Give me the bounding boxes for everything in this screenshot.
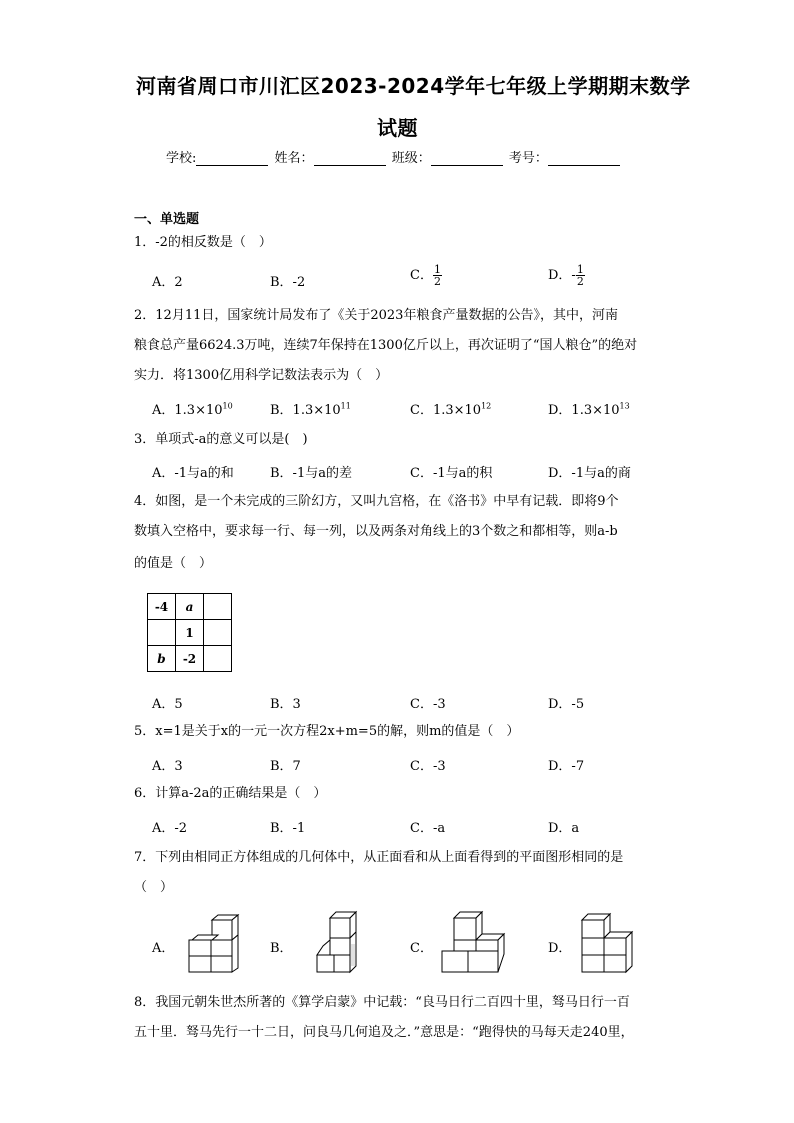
q8-line-2: 五十里．驽马先行一十二日，问良马几何追及之．”意思是：“跑得快的马每天走240里， [134,1025,634,1040]
grid-cell [204,594,232,620]
q2-b-exp: 11 [340,401,351,411]
q3-stem: 3．单项式-a的意义可以是( ) [134,432,308,447]
grid-row [148,646,232,672]
q7-option-a[interactable]: A． [152,941,175,956]
q5-option-d[interactable]: D．-7 [548,759,585,774]
q5-option-a[interactable]: A．3 [152,759,183,774]
q7-option-d-figure [580,912,640,974]
school-label: 学校: [166,151,197,166]
grid-cell: -4 [148,594,176,620]
q1-option-c-fraction [433,264,442,287]
q1-option-d[interactable] [548,264,585,287]
school-field[interactable] [196,153,268,166]
q6-option-d[interactable]: D．a [548,821,580,836]
title-line-2: 试题 [377,116,418,140]
grid-cell: a [176,594,204,620]
q4-option-c[interactable]: C．-3 [410,697,446,712]
q3-option-d[interactable]: D．-1与a的商 [548,466,631,481]
q3-option-b[interactable]: B．-1与a的差 [270,466,352,481]
grid-cell: 1 [176,620,204,646]
section-title: 一、单选题 [134,212,200,227]
q3-option-c[interactable]: C．-1与a的积 [410,466,493,481]
q4-option-d[interactable]: D．-5 [548,697,585,712]
class-field[interactable] [431,153,503,166]
q2-line-2: 粮食总产量6624.3万吨，连续7年保持在1300亿斤以上，再次证明了“国人粮仓”的绝对 [134,338,638,353]
q7-line-2: （ ） [134,880,174,895]
q2-line-3: 实力．将1300亿用科学记数法表示为（ ） [134,368,389,383]
q1-d-denominator: 2 [576,275,584,288]
q4-line-1: 4．如图，是一个未完成的三阶幻方，又叫九宫格，在《洛书》中早有记载．即将9个 [134,494,619,509]
q6-option-c[interactable]: C．-a [410,821,446,836]
q2-option-a[interactable] [152,399,233,418]
q1-stem: 1．-2的相反数是（ ） [134,235,272,250]
q2-option-d[interactable] [548,399,630,418]
q1-c-numerator: 1 [433,263,441,276]
q2-line-1: 2．12月11日，国家统计局发布了《关于2023年粮食产量数据的公告》，其中，河南 [134,308,618,323]
q3-option-a[interactable]: A．-1与a的和 [152,466,234,481]
q2-b-base: B．1.3×10 [270,403,341,418]
exam-no-label: 考号： [508,151,548,166]
q7-option-a-figure [186,914,242,974]
grid-cell [204,646,232,672]
q6-option-a[interactable]: A．-2 [152,821,188,836]
grid-cell [204,620,232,646]
q7-option-c[interactable]: C． [410,941,433,956]
q4-option-b[interactable]: B．3 [270,697,301,712]
q7-option-b[interactable]: B． [270,941,293,956]
q7-option-c-figure [440,910,506,974]
title-line-1: 河南省周口市川汇区2023-2024学年七年级上学期期末数学 [136,74,691,98]
q6-option-b[interactable]: B．-1 [270,821,306,836]
q8-line-1: 8．我国元朝朱世杰所著的《算学启蒙》中记载：“良马日行二百四十里，驽马日行一百 [134,995,630,1010]
q1-option-d-fraction [576,264,585,287]
q5-stem: 5．x=1是关于x的一元一次方程2x+m=5的解，则m的值是（ ） [134,724,520,739]
class-label: 班级： [391,151,431,166]
q7-option-b-figure [314,910,362,974]
name-label: 姓名： [274,151,314,166]
q4-option-a[interactable]: A．5 [152,697,183,712]
q1-option-a[interactable]: A．2 [152,275,183,290]
grid-cell: b [148,646,176,672]
exam-no-field[interactable] [548,153,620,166]
q5-option-c[interactable]: C．-3 [410,759,446,774]
grid-cell: -2 [176,646,204,672]
grid-row [148,620,232,646]
q2-c-exp: 12 [481,401,492,411]
student-info [166,147,622,166]
q1-d-numerator: 1 [576,263,584,276]
q2-d-base: D．1.3×10 [548,403,620,418]
q5-option-b[interactable]: B．7 [270,759,301,774]
q2-a-exp: 10 [222,401,233,411]
name-field[interactable] [314,153,386,166]
q2-a-base: A．1.3×10 [152,403,223,418]
q2-c-base: C．1.3×10 [410,403,482,418]
q2-d-exp: 13 [619,401,630,411]
q1-c-denominator: 2 [433,275,441,288]
magic-square-grid [147,593,232,672]
q1-option-b[interactable]: B．-2 [270,275,306,290]
q4-line-2: 数填入空格中，要求每一行、每一列，以及两条对角线上的3个数之和都相等，则a-b [134,524,618,539]
q1-option-c[interactable] [410,264,442,287]
q7-option-d[interactable]: D． [548,941,572,956]
q6-stem: 6．计算a-2a的正确结果是（ ） [134,786,327,801]
grid-row [148,594,232,620]
q2-option-b[interactable] [270,399,351,418]
q4-line-3: 的值是（ ） [134,556,213,571]
q7-line-1: 7．下列由相同正方体组成的几何体中，从正面看和从上面看得到的平面图形相同的是 [134,850,624,865]
q1-option-c-prefix: C． [410,268,433,283]
q2-option-c[interactable] [410,399,491,418]
grid-cell [148,620,176,646]
q1-option-d-prefix: D．- [548,268,576,283]
